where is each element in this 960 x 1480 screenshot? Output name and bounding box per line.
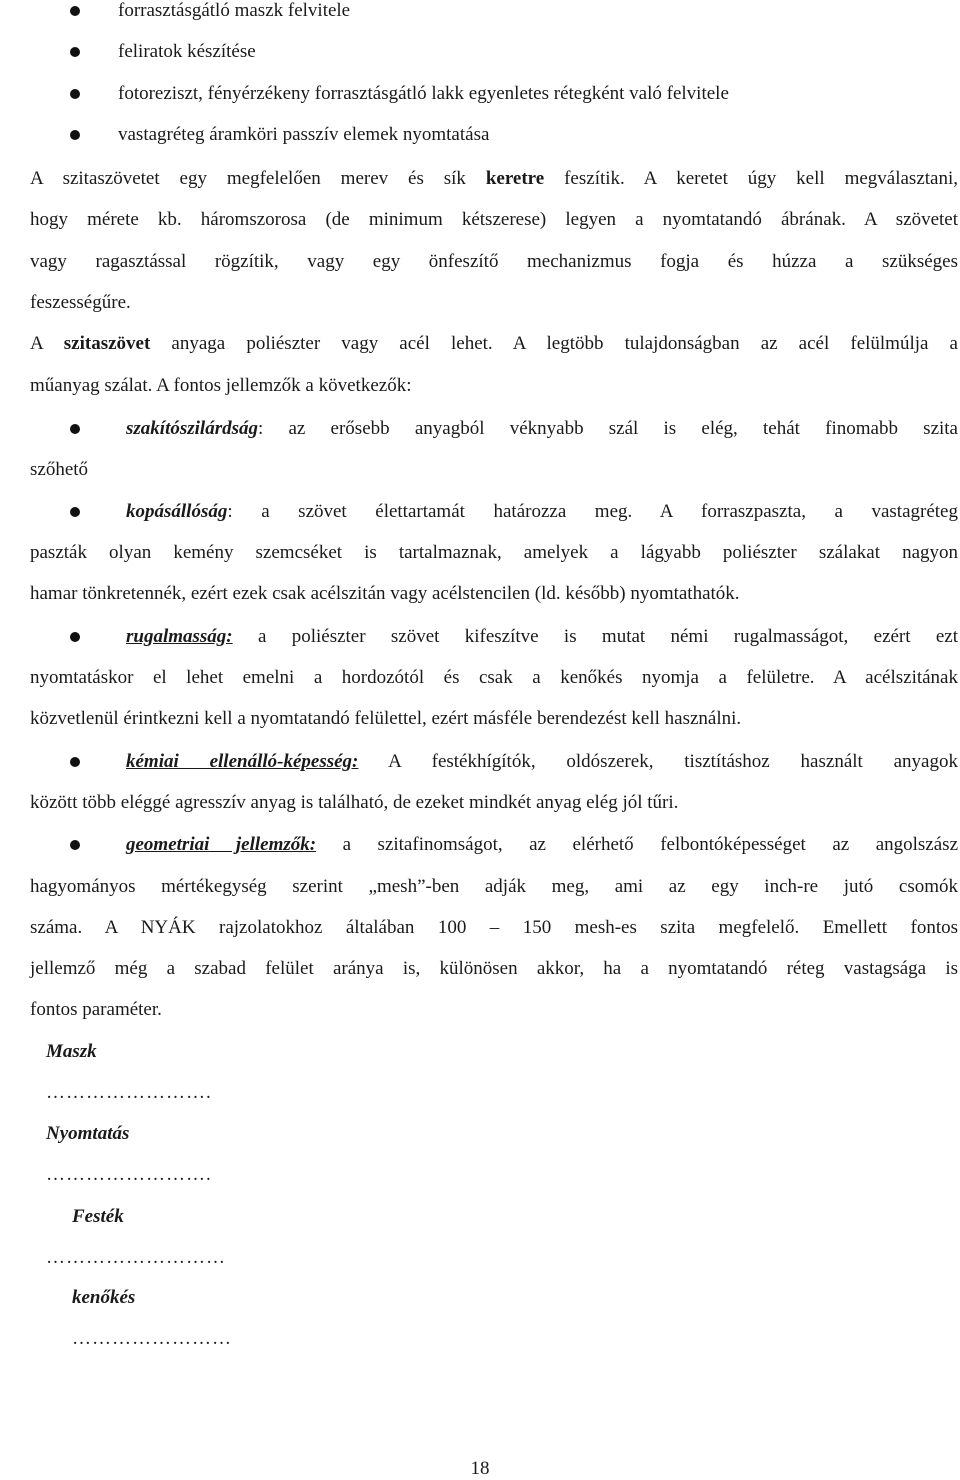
heading-maszk: Maszk (46, 1041, 97, 1062)
property-line (126, 834, 958, 856)
paragraph-line: hamar tönkretennék, ezért ezek csak acélszitán vagy acélstencilen (ld. később) nyomtathatók. (30, 583, 740, 604)
dotted-placeholder: ……………………… (46, 1247, 226, 1268)
property-term: kémiai ellenálló-képesség: (126, 751, 359, 772)
heading-festek: Festék (72, 1206, 124, 1227)
text-run: A festékhígítók, oldószerek, tisztításhoz használt anyagok (358, 751, 958, 772)
bullet-icon (70, 47, 80, 57)
dotted-placeholder: …………………… (72, 1328, 232, 1349)
property-line (126, 501, 958, 523)
bullet-icon (70, 89, 80, 99)
text-run: a szitafinomságot, az elérhető felbontóképességet az angolszász (316, 834, 959, 855)
bold-term: keretre (485, 168, 545, 189)
heading-nyomtatas: Nyomtatás (46, 1123, 130, 1144)
page-number: 18 (470, 1458, 490, 1479)
bullet-icon (70, 6, 80, 16)
paragraph-line: nyomtatáskor el lehet emelni a hordozótól és csak a kenőkés nyomja a felületre. A acélszitának (30, 667, 958, 688)
heading-kenokes: kenőkés (72, 1287, 136, 1308)
list-item: feliratok készítése (118, 41, 256, 62)
paragraph-line: hogy mérete kb. háromszorosa (de minimum kétszerese) legyen a nyomtatandó ábrának. A szövetet (30, 209, 958, 230)
property-term: szakítószilárdság (126, 418, 258, 439)
paragraph-line: feszességűre. (30, 292, 131, 313)
paragraph-line: fontos paraméter. (30, 999, 162, 1020)
bullet-icon (70, 757, 80, 767)
paragraph-line: szőhető (30, 459, 89, 480)
bullet-icon (70, 632, 80, 642)
property-term: kopásállóság (126, 501, 228, 522)
list-item: forrasztásgátló maszk felvitele (118, 0, 351, 21)
paragraph-line: közvetlenül érintkezni kell a nyomtatandó felülettel, ezért másféle berendezést kell használni. (30, 708, 742, 729)
paragraph-line: között több eléggé agresszív anyag is található, de ezeket mindkét anyag elég jól tűri. (30, 792, 679, 813)
paragraph-line: száma. A NYÁK rajzolatokhoz általában 100 – 150 mesh-es szita megfelelő. Emellett fontos (30, 917, 958, 938)
bullet-icon (70, 840, 80, 850)
list-item: vastagréteg áramköri passzív elemek nyomtatása (118, 124, 490, 145)
text-run: a poliészter szövet kifeszítve is mutat némi rugalmasságot, ezért ezt (232, 626, 958, 647)
text-run: A szitaszövetet egy megfelelően merev és sík (30, 168, 486, 189)
property-line (126, 751, 958, 773)
paragraph-line: paszták olyan kemény szemcséket is tartalmaznak, amelyek a lágyabb poliészter szálakat nagyon (30, 542, 958, 563)
paragraph-line (30, 168, 958, 190)
dotted-placeholder: ……………………. (46, 1164, 212, 1185)
paragraph-line: vagy ragasztással rögzítik, vagy egy önfeszítő mechanizmus fogja és húzza a szükséges (30, 251, 958, 272)
paragraph-line: jellemző még a szabad felület aránya is, különösen akkor, ha a nyomtatandó réteg vastagsága is (30, 958, 958, 979)
paragraph-line (30, 333, 958, 355)
paragraph-line: hagyományos mértékegység szerint „mesh”-ben adják meg, ami az egy inch-re jutó csomók (30, 876, 958, 897)
dotted-placeholder: ……………………. (46, 1082, 212, 1103)
property-line (126, 626, 958, 648)
list-item: fotoreziszt, fényérzékeny forrasztásgátló lakk egyenletes rétegként való felvitele (118, 83, 729, 104)
text-run: anyaga poliészter vagy acél lehet. A legtöbb tulajdonságban az acél felülmúlja a (150, 333, 958, 354)
text-run: : az erősebb anyagból véknyabb szál is elég, tehát finomabb szita (257, 418, 958, 439)
paragraph-line: műanyag szálat. A fontos jellemzők a következők: (30, 375, 412, 396)
bold-term: szitaszövet (63, 333, 151, 354)
property-term: rugalmasság: (126, 626, 233, 647)
bullet-icon (70, 424, 80, 434)
bullet-icon (70, 507, 80, 517)
text-run: : a szövet élettartamát határozza meg. A forraszpaszta, a vastagréteg (227, 501, 958, 522)
property-line (126, 418, 958, 440)
text-run: A (30, 333, 64, 354)
bullet-icon (70, 130, 80, 140)
text-run: feszítik. A keretet úgy kell megválasztani, (544, 168, 958, 189)
property-term: geometriai jellemzők: (126, 834, 317, 855)
